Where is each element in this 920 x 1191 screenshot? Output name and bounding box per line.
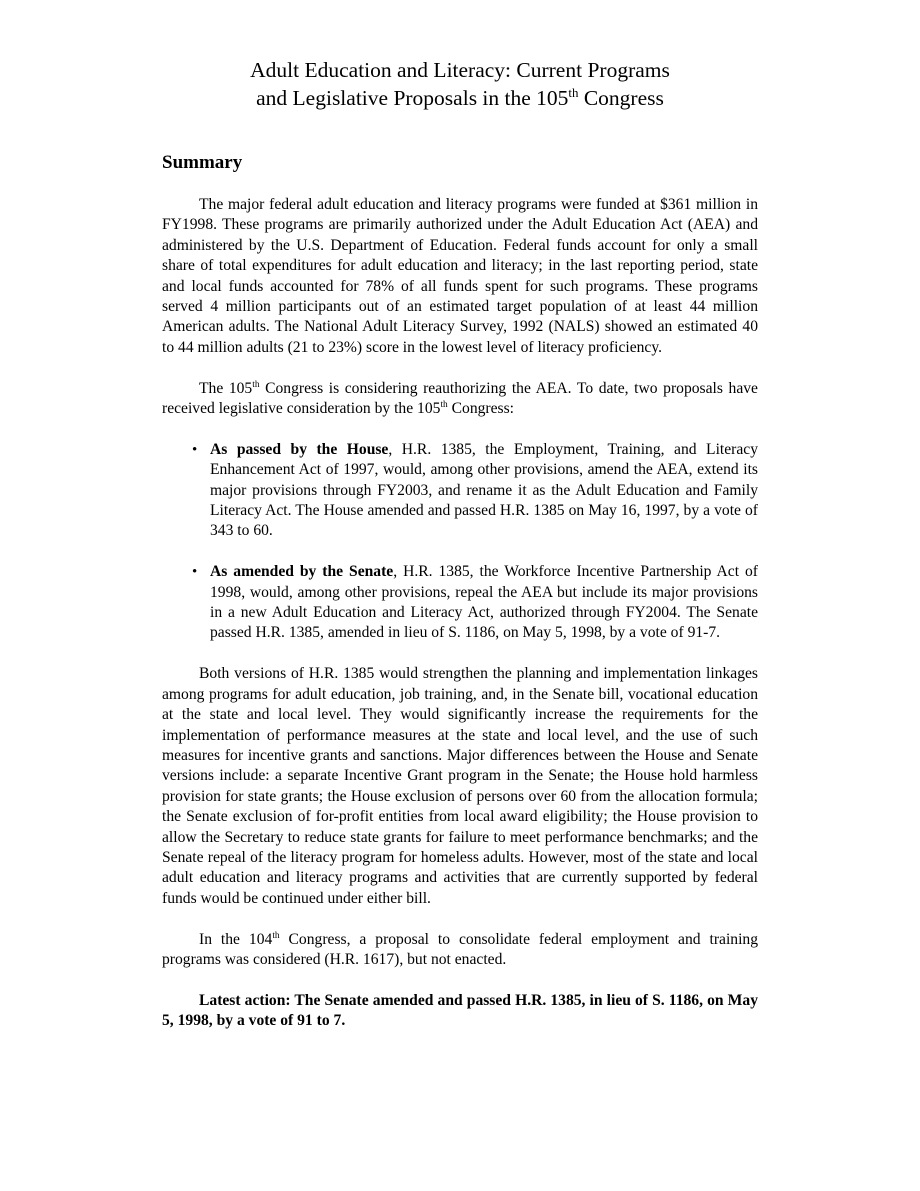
list-item-senate (162, 562, 758, 644)
paragraph-latest-action: Latest action: The Senate amended and passed H.R. 1385, in lieu of S. 1186, on May 5, 1998, by a vote of 91 to 7. (162, 991, 758, 1030)
senate-text: , H.R. 1385, the Workforce Incentive Partnership Act of 1998, would, among other provisions, repeal the AEA but include its major provisions in a new Adult Education and Literacy Act, authorized through FY2004. The Senate passed H.R. 1385, amended in lieu of S. 1186, on May 5, 1998, by a vote of 91-7. (210, 563, 758, 642)
paragraph-funding: The major federal adult education and literacy programs were funded at $361 million in FY1998. These programs are primarily authorized under the Adult Education Act (AEA) and administered by the U.S. Department of Education. Federal funds account for only a small share of total expenditures for adult education and literacy; in the last reporting period, state and local funds accounted for 78% of all funds spent for such programs. These programs served 4 million participants out of an estimated target population of at least 44 million American adults. The National Adult Literacy Survey, 1992 (NALS) showed an estimated 40 to 44 million adults (21 to 23%) score in the lowest level of literacy proficiency. (162, 196, 758, 356)
bullet-icon: • (192, 564, 198, 581)
title-line-2 (160, 84, 760, 112)
para2-sup-1: th (252, 379, 260, 390)
house-text: , H.R. 1385, the Employment, Training, and Literacy Enhancement Act of 1997, would, among other provisions, amend the AEA, extend its major provisions through FY2003, and rename it as the Adult Education and Family Literacy Act. The House amended and passed H.R. 1385 on May 16, 1997, by a vote of 343 to 60. (210, 440, 758, 540)
para4-text-b: Congress, a proposal to consolidate federal employment and training programs was considered (H.R. 1617), but not enacted. (162, 930, 758, 968)
para4-text-a: In the 104 (199, 930, 273, 948)
summary-heading: Summary (162, 152, 243, 173)
list-item-house (162, 440, 758, 542)
page-title (160, 56, 760, 112)
proposal-list (162, 440, 758, 644)
paragraph-versions: Both versions of H.R. 1385 would strengthen the planning and implementation linkages among programs for adult education, job training, and, in the Senate bill, vocational education at the state and local level. They would significantly increase the requirements for the implementation of performance measures at the state and local level, and the use of such measures for incentive grants and sanctions. Major differences between the House and Senate versions include: a separate Incentive Grant program in the Senate; the House hold harmless provision for state grants; the House exclusion of persons over 60 from the allocation formula; the Senate exclusion of for-profit entities from local award eligibility; the House provision to allow the Secretary to reduce state grants for failure to meet performance benchmarks; and the Senate repeal of the literacy program for homeless adults. However, most of the state and local adult education and literacy programs and activities that are currently supported by federal funds would be continued under either bill. (162, 665, 758, 907)
paragraph-104th-congress (162, 930, 758, 971)
summary-body (162, 195, 758, 1032)
house-label: As passed by the House (210, 440, 389, 458)
title-line-1: Adult Education and Literacy: Current Programs (250, 58, 670, 82)
title-superscript: th (568, 85, 579, 100)
title-line-2-text: and Legislative Proposals in the 105 (256, 86, 569, 110)
paragraph-reauthorization (162, 379, 758, 420)
bullet-icon: • (192, 441, 198, 458)
para4-sup: th (272, 930, 280, 941)
title-line-2-end: Congress (578, 86, 664, 110)
senate-label: As amended by the Senate (210, 563, 394, 581)
para2-sup-2: th (440, 399, 448, 410)
para2-text-a: The 105 (199, 379, 253, 397)
para2-text-c: Congress: (447, 400, 514, 418)
para2-text-b: Congress is considering reauthorizing the AEA. To date, two proposals have received legislative consideration by the 105 (162, 379, 758, 418)
